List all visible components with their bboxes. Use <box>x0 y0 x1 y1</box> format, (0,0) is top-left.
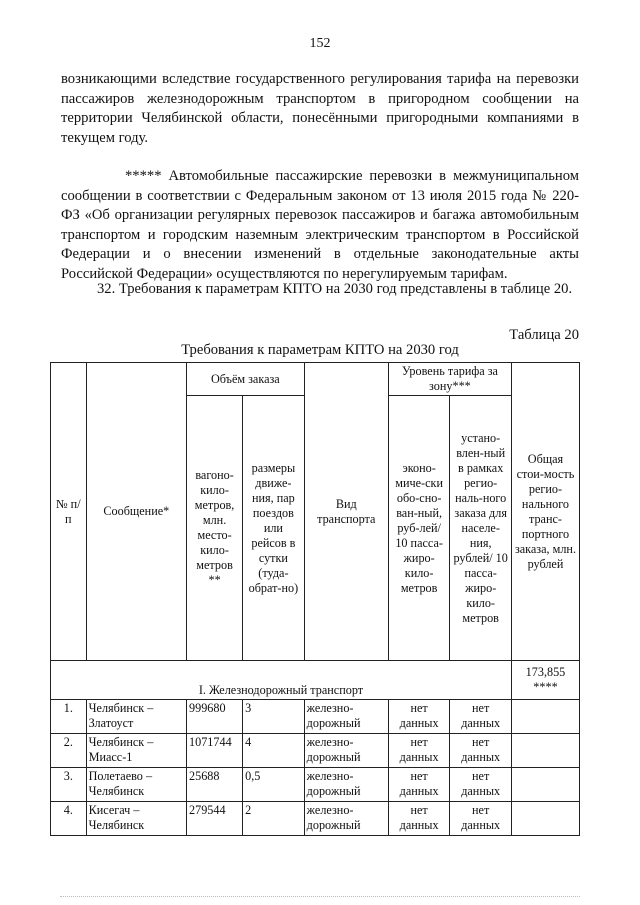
section-total-note: **** <box>533 680 558 694</box>
row-route: Челябинск – Миасс-1 <box>86 734 186 768</box>
row-transport: железно-дорожный <box>304 768 388 802</box>
row-total <box>511 734 579 768</box>
table-title: Требования к параметрам КПТО на 2030 год <box>181 342 459 358</box>
page-number: 152 <box>309 36 331 51</box>
row-total <box>511 768 579 802</box>
table-row <box>51 768 580 802</box>
header-volume-group: Объём заказа <box>187 363 305 396</box>
row-tariff-set: нет данных <box>450 802 512 836</box>
row-route: Кисегач – Челябинск <box>86 802 186 836</box>
section-row <box>51 661 580 700</box>
row-pkm: 25688 <box>187 768 243 802</box>
row-num: 3. <box>51 768 87 802</box>
header-transport: Вид транспорта <box>304 363 388 661</box>
row-tariff-set: нет данных <box>450 700 512 734</box>
header-volume-trips: размеры движе-ния, пар поездов или рейсов в сутки (туда-обрат-но) <box>243 396 305 661</box>
row-tariff-set: нет данных <box>450 734 512 768</box>
row-num: 4. <box>51 802 87 836</box>
row-trips: 3 <box>243 700 305 734</box>
header-tariff-set: устано-влен-ный в рамках регио-наль-ного заказа для населе-ния, рублей/ 10 пасса-жиро-кило-метров <box>450 396 512 661</box>
table-row <box>51 700 580 734</box>
row-tariff-econ: нет данных <box>388 734 450 768</box>
table-row <box>51 734 580 768</box>
row-pkm: 999680 <box>187 700 243 734</box>
section-total-value: 173,855 <box>525 665 566 679</box>
row-trips: 4 <box>243 734 305 768</box>
row-tariff-econ: нет данных <box>388 802 450 836</box>
header-route: Сообщение* <box>86 363 186 661</box>
row-total <box>511 802 579 836</box>
row-transport: железно-дорожный <box>304 700 388 734</box>
row-trips: 2 <box>243 802 305 836</box>
header-volume-pkm: вагоно-кило-метров, млн. место-кило-метров ** <box>187 396 243 661</box>
row-transport: железно-дорожный <box>304 734 388 768</box>
row-num: 2. <box>51 734 87 768</box>
section-title: I. Железнодорожный транспорт <box>51 661 512 700</box>
paragraph-continuation: возникающими вследствие государственного регулирования тарифа на перевозки пассажиров железнодорожным транспортом в пригородном сообщении на территории Челябинской области, понесёнными пригородными компаниями в текущем году. <box>61 71 579 146</box>
row-transport: железно-дорожный <box>304 802 388 836</box>
section-total <box>511 661 579 700</box>
table-label: Таблица 20 <box>509 327 579 343</box>
header-tariff-econ: эконо-миче-ски обо-сно-ван-ный, руб-лей/ 10 пасса-жиро-кило-метров <box>388 396 450 661</box>
header-row-1 <box>51 363 580 396</box>
header-num: № п/п <box>51 363 87 661</box>
page-bottom-rule <box>60 896 580 898</box>
row-total <box>511 700 579 734</box>
row-route: Полетаево – Челябинск <box>86 768 186 802</box>
row-tariff-econ: нет данных <box>388 700 450 734</box>
row-tariff-econ: нет данных <box>388 768 450 802</box>
row-trips: 0,5 <box>243 768 305 802</box>
header-tariff-group: Уровень тарифа за зону*** <box>388 363 511 396</box>
row-tariff-set: нет данных <box>450 768 512 802</box>
header-total: Общая стои-мость регио-нального транс-портного заказа, млн. рублей <box>511 363 579 661</box>
table-row <box>51 802 580 836</box>
row-route: Челябинск – Златоуст <box>86 700 186 734</box>
row-num: 1. <box>51 700 87 734</box>
row-pkm: 279544 <box>187 802 243 836</box>
paragraph-footnote-5: ***** Автомобильные пассажирские перевозки в межмуниципальном сообщении в соответствии с Федеральным законом от 13 июля 2015 года № 220-ФЗ «Об организации регулярных перевозок пассажиров и багажа автомобильным транспортом и городским наземным электрическим транспортом в Российской Федерации и о внесении изменений в отдельные законодательные акты Российской Федерации» осуществляются по нерегулируемым тарифам. <box>61 168 579 282</box>
row-pkm: 1071744 <box>187 734 243 768</box>
paragraph-item-32: 32. Требования к параметрам КПТО на 2030 год представлены в таблице 20. <box>97 281 573 297</box>
requirements-table <box>50 362 580 836</box>
